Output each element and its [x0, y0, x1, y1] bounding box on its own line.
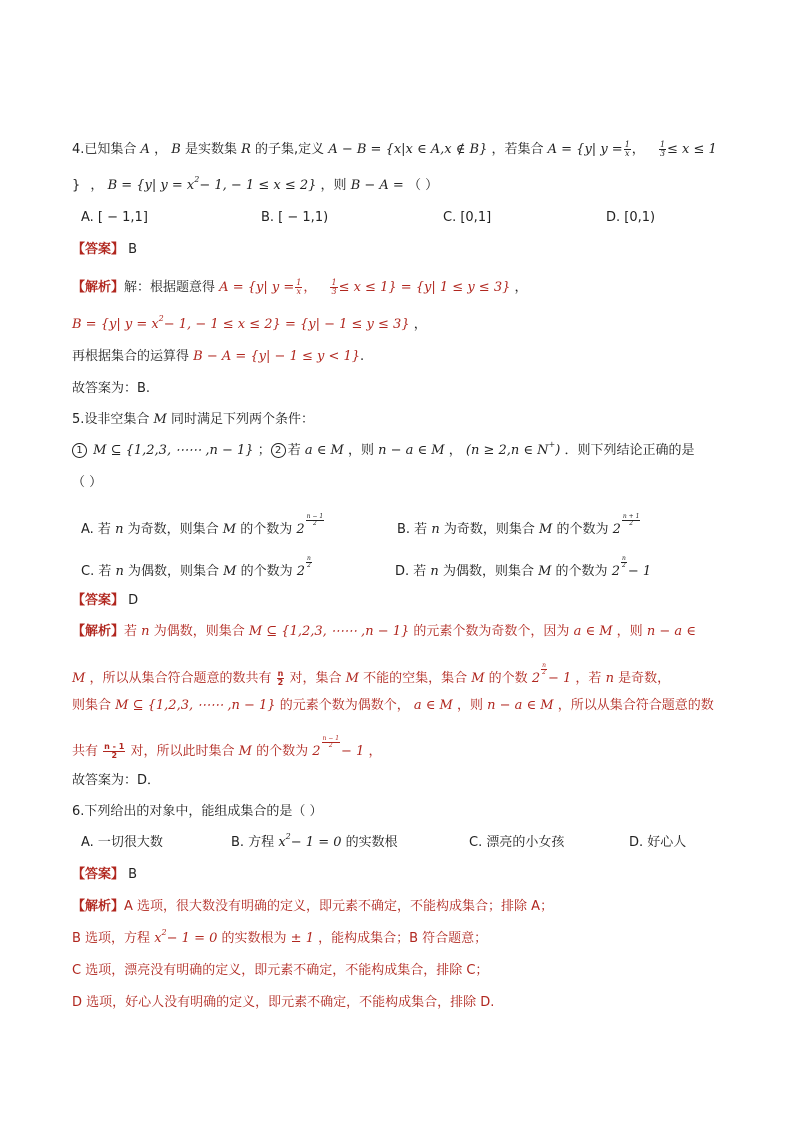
q4-answer — [72, 241, 137, 259]
q4-analysis-expr: A = {y| y = — [219, 280, 295, 295]
q4-question-expr: B − A = — [350, 178, 404, 193]
circled-one-icon: 1 — [72, 443, 87, 458]
q5-set-m: M — [153, 412, 167, 427]
q4-sup: 2 — [194, 175, 200, 184]
q4-comma-3: ， — [90, 178, 104, 193]
q4-set-r: R — [241, 142, 251, 157]
q5-paren: （ ） — [72, 475, 103, 490]
q5-cond1-expr: M ⊆ {1,2,3, ⋯⋯ ,n − 1} — [93, 443, 254, 458]
q4-stem-text: 4.已知集合 — [72, 142, 137, 157]
q4-analysis-comma: ， — [303, 280, 317, 295]
q4-set-a: A — [140, 142, 150, 157]
q5-cond2-text-b: ，则 — [347, 443, 374, 458]
q5-optb-exponent: $\frac{n + 1}{2}$ — [622, 513, 640, 527]
q4-stem-tail: ，则 — [320, 178, 347, 193]
q5-option-b: B. 若 n 为奇数，则集合 M 的个数为 2 $\frac{n + 1}{2}$ — [397, 513, 640, 537]
q5-option-d: D. 若 n 为偶数，则集合 M 的个数为 2 $\frac{n}{2}$ − 1 — [395, 555, 652, 579]
q5-analysis-line4: 共有 $\frac{n - 1}{2}$ 对，所以此时集合 M 的个数为 2 $\frac{n - 1}{2}$ − 1 ， — [72, 735, 382, 760]
q4-option-c: C. [0,1] — [443, 210, 492, 225]
q4-stem-line1 — [72, 141, 717, 159]
q4-set-b-expr-2: − 1, − 1 ≤ x ≤ 2} — [199, 178, 317, 193]
q4-option-b: B. [ − 1,1) — [261, 210, 329, 225]
q5-optd-exponent: $\frac{n}{2}$ — [621, 555, 626, 569]
q5-optc-exponent: $\frac{n}{2}$ — [307, 555, 311, 569]
q6-analysis-line2: B 选项，方程 $x^2- 1 = 0$ 的实数根为 ± 1 ，能构成集合；B 符合题意； — [72, 928, 488, 946]
q5-analysis-line2: M ，所以从集合符合题意的数共有 $\frac{n}{2}$ 对，集合 M 不能的空集，集合 M 的个数 2 $\frac{n}{2}$ − 1 ，若 n 是奇数， — [72, 662, 671, 687]
q4-analysis-line2 — [72, 316, 427, 334]
q4-analysis-comma-2: ， — [514, 280, 528, 295]
answer-value: D — [128, 593, 139, 608]
q5-conditions — [72, 442, 694, 460]
q5-stem-text: 5.设非空集合 — [72, 412, 150, 427]
q4-stem-text-d: ，若集合 — [491, 142, 544, 157]
q5-stem-text-b: 同时满足下列两个条件： — [171, 412, 315, 427]
q4-option-a: A. [ − 1,1] — [81, 210, 148, 225]
q4-stem-line2 — [72, 177, 438, 195]
q5-analysis-frac-2: $\frac{n - 1}{2}$ — [104, 742, 125, 760]
q4-frac-1-over-3: $\frac{1}{3}$ — [659, 140, 666, 158]
q4-set-b: B — [171, 142, 181, 157]
answer-value: B — [128, 867, 138, 882]
q6-stem: 6.下列给出的对象中，能组成集合的是（ ） — [72, 804, 323, 819]
q5-option-c: C. 若 n 为偶数，则集合 M 的个数为 2 $\frac{n}{2}$ — [81, 555, 311, 579]
q6-option-b: B. 方程 $x^2- 1 = 0$ 的实数根 — [231, 832, 398, 850]
q4-set-a-expr: A = {y| y = — [547, 142, 623, 157]
q5-answer — [72, 592, 138, 610]
q5-analysis-line1: 【解析】若 n 为偶数，则集合 M ⊆ {1,2,3, ⋯⋯ ,n − 1} 的元素个数为奇数个，因为 a ∈ M ，则 n − a ∈ — [72, 624, 696, 639]
q5-sep: ； — [257, 443, 271, 458]
q5-cond2-expr2: n − a ∈ M — [378, 443, 445, 458]
analysis-label: 【解析】 — [72, 280, 125, 295]
q4-analysis-text-3: 再根据集合的运算得 — [72, 349, 190, 364]
q4-stem-text-c: 的子集,定义 — [255, 142, 325, 157]
q4-comma-2: ， — [631, 142, 645, 157]
q6-option-a: A. 一切很大数 — [81, 835, 163, 850]
q4-conclusion: 故答案为：B. — [72, 381, 151, 396]
q4-analysis-period: . — [360, 349, 365, 364]
q4-analysis-b-expr: B = {y| y = x — [72, 317, 159, 332]
q4-option-d: D. [0,1) — [606, 210, 656, 225]
analysis-label: 【解析】 — [72, 899, 125, 914]
q4-stem-text-b: 是实数集 — [184, 142, 237, 157]
q4-set-a-cond: ≤ x ≤ 1 — [667, 142, 717, 157]
q4-definition-expr: A − B = {x|x ∈ A,x ∉ B} — [328, 142, 488, 157]
q4-analysis-text: 解：根据题意得 — [124, 280, 216, 295]
q5-cond2-text-d: ．则下列结论正确的是 — [564, 443, 695, 458]
q5-option-a: A. 若 n 为奇数，则集合 M 的个数为 2 $\frac{n - 1}{2}$ — [81, 513, 324, 537]
answer-label: 【答案】 — [72, 242, 125, 257]
q4-frac-1-over-x: $\frac{1}{x}$ — [624, 140, 630, 158]
q5-sup: + — [548, 440, 556, 449]
q5-conclusion: 故答案为：D． — [72, 773, 161, 788]
analysis-label: 【解析】 — [72, 624, 125, 639]
q4-analysis-b-expr-2: − 1, − 1 ≤ x ≤ 2} = {y| − 1 ≤ y ≤ 3} — [163, 317, 410, 332]
q5-analysis-frac: $\frac{n}{2}$ — [277, 669, 284, 687]
q5-opta-exponent: $\frac{n - 1}{2}$ — [306, 513, 324, 527]
answer-value: B — [128, 242, 138, 257]
q4-set-b-expr: B = {y| y = x — [107, 178, 195, 193]
q4-analysis-expr-2: ≤ x ≤ 1} = {y| 1 ≤ y ≤ 3} — [338, 280, 511, 295]
q5-stem-line1 — [72, 411, 314, 429]
q5-cond2-comma: ， — [448, 443, 462, 458]
q5-close-paren: ) — [555, 443, 561, 458]
q4-analysis-frac: $\frac{1}{x}$ — [296, 278, 302, 296]
answer-label: 【答案】 — [72, 593, 125, 608]
q4-analysis-expr-3: B − A = {y| − 1 ≤ y < 1} — [193, 349, 361, 364]
q6-answer — [72, 866, 137, 884]
q5-analysis-exp: $\frac{n}{2}$ — [542, 662, 546, 676]
q6-analysis-line3: C 选项，漂亮没有明确的定义，即元素不确定，不能构成集合，排除 C； — [72, 963, 489, 978]
q4-analysis-line3 — [72, 348, 364, 366]
q5-analysis-exp-2: $\frac{n - 1}{2}$ — [322, 735, 340, 749]
q6-option-d: D. 好心人 — [629, 835, 687, 850]
answer-label: 【答案】 — [72, 867, 125, 882]
q6-analysis-line4: D 选项，好心人没有明确的定义，即元素不确定，不能构成集合，排除 D. — [72, 995, 495, 1010]
circled-two-icon: 2 — [271, 443, 286, 458]
q4-analysis-line1 — [72, 279, 528, 297]
q6-analysis-line1: 【解析】A 选项，很大数没有明确的定义，即元素不确定，不能构成集合；排除 A； — [72, 899, 554, 914]
q5-cond2-expr1: a ∈ M — [304, 443, 344, 458]
q5-analysis-line3: 则集合 M ⊆ {1,2,3, ⋯⋯ ,n − 1} 的元素个数为偶数个， a ∈ M ，则 n − a ∈ M ，所以从集合符合题意的数 — [72, 698, 714, 713]
q4-paren: （ ） — [407, 178, 439, 193]
q5-cond2-text: 若 — [287, 443, 301, 458]
q4-brace: } — [72, 178, 81, 193]
q4-analysis-frac-2: $\frac{1}{3}$ — [331, 278, 337, 296]
q4-analysis-sup: 2 — [158, 314, 164, 323]
q4-analysis-comma-3: ， — [413, 317, 427, 332]
q5-cond2-expr3: (n ≥ 2,n ∈ N — [465, 443, 549, 458]
q6-option-c: C. 漂亮的小女孩 — [469, 835, 565, 850]
q4-comma: ， — [154, 142, 168, 157]
